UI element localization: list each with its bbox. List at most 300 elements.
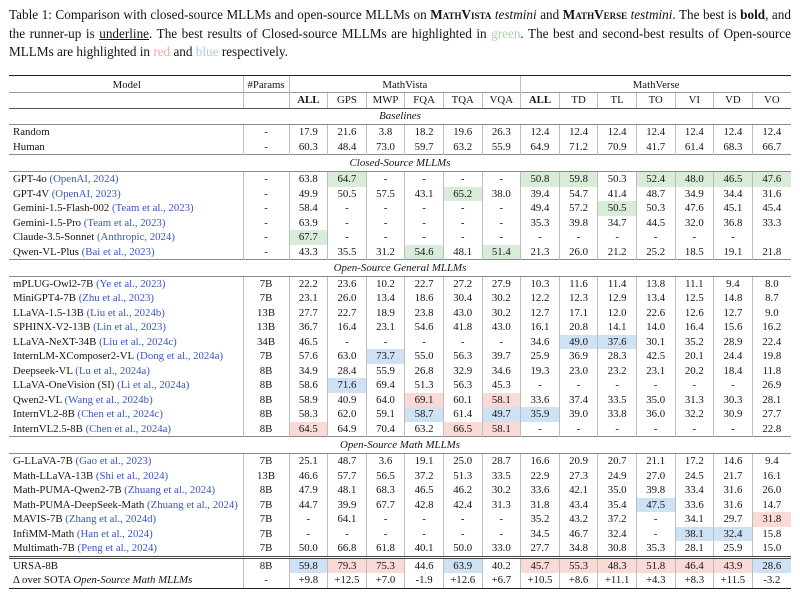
citation-link[interactable]: (Li et al., 2024a): [114, 379, 190, 392]
score-cell: 21.7: [714, 469, 753, 484]
score-cell: +10.5: [521, 573, 560, 588]
score-cell: 70.9: [598, 140, 637, 155]
score-cell: -: [636, 512, 675, 527]
score-cell: 41.8: [443, 320, 482, 335]
model-cell: [9, 216, 243, 231]
score-cell: 39.7: [482, 349, 521, 364]
score-cell: 42.4: [443, 498, 482, 513]
score-cell: 19.1: [714, 245, 753, 260]
score-cell: 49.9: [289, 187, 328, 202]
score-cell: 43.1: [405, 187, 444, 202]
caption-segment: underline: [99, 25, 150, 41]
score-cell: 8.7: [752, 291, 791, 306]
caption-segment: red: [153, 44, 171, 60]
score-cell: -: [714, 378, 753, 393]
score-cell: -: [328, 335, 367, 350]
score-cell: -: [328, 230, 367, 245]
score-cell: 9.0: [752, 306, 791, 321]
score-cell: 66.7: [752, 140, 791, 155]
score-cell: 13.8: [636, 276, 675, 291]
score-cell: 33.8: [598, 407, 637, 422]
score-cell: -: [443, 201, 482, 216]
params-cell: -: [243, 216, 289, 231]
score-cell: 39.8: [636, 483, 675, 498]
model-cell: [9, 378, 243, 393]
score-cell: -: [598, 422, 637, 437]
score-cell: 63.9: [289, 216, 328, 231]
score-cell: -: [443, 512, 482, 527]
citation-link[interactable]: (Peng et al., 2024): [74, 542, 157, 555]
score-cell: 18.4: [714, 364, 753, 379]
score-cell: 19.6: [443, 125, 482, 140]
score-cell: 46.5: [289, 335, 328, 350]
score-cell: -: [675, 230, 714, 245]
model-cell: [9, 541, 243, 557]
score-cell: -: [405, 512, 444, 527]
score-cell: 27.9: [482, 276, 521, 291]
params-cell: 7B: [243, 349, 289, 364]
model-name: Math-PUMA-DeepSeek-Math: [13, 498, 145, 511]
table-row: [9, 125, 791, 140]
score-cell: 48.0: [675, 172, 714, 187]
score-cell: 16.4: [328, 320, 367, 335]
score-cell: 12.6: [675, 306, 714, 321]
score-cell: 63.2: [405, 422, 444, 437]
citation-link[interactable]: (Han et al., 2024): [74, 527, 153, 540]
score-cell: 27.7: [289, 306, 328, 321]
score-cell: 58.7: [405, 407, 444, 422]
score-cell: 11.8: [752, 364, 791, 379]
params-cell: 13B: [243, 469, 289, 484]
params-cell: -: [243, 140, 289, 155]
params-cell: 7B: [243, 527, 289, 542]
score-cell: 33.5: [598, 393, 637, 408]
score-cell: 48.7: [636, 187, 675, 202]
score-cell: 70.4: [366, 422, 405, 437]
table-row: [9, 469, 791, 484]
col-header-fqa-vista: FQA: [405, 93, 444, 109]
model-name: InternVL2-8B: [13, 408, 75, 421]
citation-link[interactable]: (Bai et al., 2023): [78, 245, 155, 258]
model-cell: [9, 125, 243, 140]
score-cell: -: [482, 172, 521, 187]
model-cell: [9, 407, 243, 422]
params-cell: 7B: [243, 454, 289, 469]
table-row: [9, 230, 791, 245]
model-cell: [9, 230, 243, 245]
score-cell: 32.4: [714, 527, 753, 542]
citation-link[interactable]: (Dong et al., 2024a): [133, 350, 224, 363]
model-name: Qwen-VL-Plus: [13, 245, 79, 258]
model-cell: [9, 291, 243, 306]
score-cell: 24.4: [714, 349, 753, 364]
score-cell: 23.8: [405, 306, 444, 321]
score-cell: 26.8: [405, 364, 444, 379]
score-cell: 26.9: [752, 378, 791, 393]
params-cell: -: [243, 172, 289, 187]
score-cell: +8.3: [675, 573, 714, 588]
score-cell: -: [405, 335, 444, 350]
score-cell: 66.8: [328, 541, 367, 557]
params-cell: -: [243, 125, 289, 140]
score-cell: 34.6: [521, 335, 560, 350]
score-cell: +6.7: [482, 573, 521, 588]
score-cell: 61.8: [366, 541, 405, 557]
model-cell: [9, 306, 243, 321]
score-cell: 75.3: [366, 557, 405, 573]
score-cell: 73.7: [366, 349, 405, 364]
score-cell: 27.7: [752, 407, 791, 422]
col-header-to-verse: TO: [636, 93, 675, 109]
score-cell: 45.3: [482, 378, 521, 393]
score-cell: 38.0: [482, 187, 521, 202]
score-cell: 15.6: [714, 320, 753, 335]
score-cell: 46.4: [675, 557, 714, 573]
score-cell: 71.2: [559, 140, 598, 155]
score-cell: 23.1: [636, 364, 675, 379]
score-cell: 63.0: [328, 349, 367, 364]
score-cell: 12.4: [714, 125, 753, 140]
params-cell: -: [243, 573, 289, 588]
section-label: Closed-Source MLLMs: [9, 155, 791, 172]
score-cell: 16.6: [521, 454, 560, 469]
table-row: [9, 541, 791, 557]
score-cell: 55.9: [366, 364, 405, 379]
score-cell: -: [598, 230, 637, 245]
score-cell: 39.0: [559, 407, 598, 422]
score-cell: 55.0: [405, 349, 444, 364]
table-row: [9, 364, 791, 379]
score-cell: 14.6: [714, 454, 753, 469]
score-cell: 30.1: [636, 335, 675, 350]
score-cell: 3.8: [366, 125, 405, 140]
score-cell: 44.7: [289, 498, 328, 513]
table-row: [9, 483, 791, 498]
caption-segment: and: [170, 44, 196, 60]
score-cell: 11.1: [675, 276, 714, 291]
score-cell: 58.6: [289, 378, 328, 393]
score-cell: 35.2: [675, 335, 714, 350]
section-header-row: [9, 155, 791, 172]
params-cell: 7B: [243, 512, 289, 527]
score-cell: 28.1: [752, 393, 791, 408]
score-cell: 64.5: [289, 422, 328, 437]
model-name: Human: [13, 140, 45, 153]
model-name: InfiMM-Math: [13, 527, 75, 540]
model-cell: [9, 573, 243, 588]
score-cell: 69.4: [366, 378, 405, 393]
score-cell: 46.7: [559, 527, 598, 542]
score-cell: -: [289, 527, 328, 542]
score-cell: -: [482, 335, 521, 350]
score-cell: +8.6: [559, 573, 598, 588]
model-cell: [9, 454, 243, 469]
score-cell: 27.7: [521, 541, 560, 557]
section-label: Open-Source Math MLLMs: [9, 437, 791, 454]
caption-segment: MathVerse: [562, 7, 628, 22]
model-name: LLaVA-OneVision (SI): [13, 379, 115, 392]
table-row: [9, 201, 791, 216]
score-cell: -1.9: [405, 573, 444, 588]
score-cell: 67.7: [366, 498, 405, 513]
score-cell: 46.5: [405, 483, 444, 498]
score-cell: 22.7: [405, 276, 444, 291]
score-cell: 25.9: [521, 349, 560, 364]
params-cell: 7B: [243, 498, 289, 513]
citation-link[interactable]: (Anthropic, 2024): [94, 231, 175, 244]
table-row: [9, 393, 791, 408]
subheader-spacer: [243, 93, 289, 109]
score-cell: 23.0: [559, 364, 598, 379]
citation-link[interactable]: (Shi et al., 2024): [93, 469, 169, 482]
model-cell: [9, 335, 243, 350]
score-cell: 11.4: [598, 276, 637, 291]
score-cell: 17.1: [559, 306, 598, 321]
score-cell: +12.6: [443, 573, 482, 588]
score-cell: 37.6: [598, 335, 637, 350]
score-cell: -: [482, 230, 521, 245]
col-header-tl-verse: TL: [598, 93, 637, 109]
score-cell: 47.6: [752, 172, 791, 187]
caption-segment: testmini: [491, 7, 537, 22]
score-cell: 67.7: [289, 230, 328, 245]
score-cell: 37.4: [559, 393, 598, 408]
citation-link[interactable]: (Lin et al., 2023): [90, 321, 166, 334]
score-cell: -: [405, 172, 444, 187]
citation-link[interactable]: (Liu et al., 2024b): [83, 306, 165, 319]
score-cell: 45.1: [714, 201, 753, 216]
citation-link[interactable]: (Team et al., 2023): [81, 216, 166, 229]
model-cell: [9, 201, 243, 216]
model-cell: [9, 140, 243, 155]
model-name: LLaVA-NeXT-34B: [13, 335, 97, 348]
score-cell: 22.6: [636, 306, 675, 321]
score-cell: 30.2: [482, 483, 521, 498]
model-cell: [9, 320, 243, 335]
table-row: [9, 320, 791, 335]
score-cell: 31.6: [714, 498, 753, 513]
citation-link[interactable]: (Zhuang et al., 2024): [144, 498, 238, 511]
citation-link[interactable]: (Zhang et al., 2024d): [62, 513, 157, 526]
score-cell: 26.3: [482, 125, 521, 140]
score-cell: 26.0: [752, 483, 791, 498]
score-cell: 12.4: [675, 125, 714, 140]
citation-link[interactable]: (Chen et al., 2024c): [74, 408, 163, 421]
score-cell: 33.0: [482, 541, 521, 557]
score-cell: 43.3: [289, 245, 328, 260]
score-cell: 50.8: [521, 172, 560, 187]
score-cell: 28.3: [598, 349, 637, 364]
score-cell: 18.6: [405, 291, 444, 306]
caption-segment: . The best is: [672, 7, 741, 22]
score-cell: -: [675, 422, 714, 437]
score-cell: 31.3: [675, 393, 714, 408]
score-cell: 51.8: [636, 557, 675, 573]
params-cell: 13B: [243, 320, 289, 335]
score-cell: -: [598, 378, 637, 393]
score-cell: 22.4: [752, 335, 791, 350]
score-cell: 47.6: [675, 201, 714, 216]
caption-segment: Table 1: Comparison with closed-source MLLMs and open-source MLLMs on: [9, 7, 431, 22]
score-cell: 16.1: [521, 320, 560, 335]
score-cell: -: [366, 527, 405, 542]
table-row: [9, 140, 791, 155]
params-cell: 34B: [243, 335, 289, 350]
score-cell: 49.4: [521, 201, 560, 216]
model-cell: [9, 422, 243, 437]
score-cell: 22.8: [752, 422, 791, 437]
score-cell: 59.7: [405, 140, 444, 155]
score-cell: 33.5: [482, 469, 521, 484]
col-header-td-verse: TD: [559, 93, 598, 109]
score-cell: 21.8: [752, 245, 791, 260]
score-cell: 52.4: [636, 172, 675, 187]
model-name: G-LLaVA-7B: [13, 455, 73, 468]
citation-link[interactable]: (Zhu et al., 2023): [76, 292, 154, 305]
params-cell: 8B: [243, 393, 289, 408]
citation-link[interactable]: (Gao et al., 2023): [72, 455, 152, 468]
score-cell: -: [559, 378, 598, 393]
subheader-spacer: [9, 93, 243, 109]
citation-link[interactable]: (OpenAI, 2024): [46, 173, 119, 186]
score-cell: 57.7: [328, 469, 367, 484]
score-cell: 29.7: [714, 512, 753, 527]
score-cell: 49.0: [559, 335, 598, 350]
score-cell: 33.6: [521, 393, 560, 408]
model-cell: [9, 245, 243, 260]
model-cell: [9, 483, 243, 498]
score-cell: -: [405, 527, 444, 542]
score-cell: -: [714, 230, 753, 245]
score-cell: 10.2: [366, 276, 405, 291]
score-cell: 55.3: [559, 557, 598, 573]
score-cell: 16.4: [675, 320, 714, 335]
score-cell: 64.9: [521, 140, 560, 155]
params-cell: 8B: [243, 422, 289, 437]
score-cell: 42.5: [636, 349, 675, 364]
score-cell: 63.9: [443, 557, 482, 573]
score-cell: 31.2: [366, 245, 405, 260]
caption-segment: , and the runner-up is: [9, 7, 791, 41]
score-cell: 55.9: [482, 140, 521, 155]
score-cell: 28.9: [714, 335, 753, 350]
score-cell: -: [289, 512, 328, 527]
citation-link[interactable]: (Chen et al., 2024a): [82, 422, 172, 435]
table-row: [9, 291, 791, 306]
table-row: [9, 527, 791, 542]
score-cell: 28.1: [675, 541, 714, 557]
score-cell: 21.6: [328, 125, 367, 140]
score-cell: 56.3: [443, 349, 482, 364]
score-cell: 34.4: [714, 187, 753, 202]
score-cell: 18.2: [405, 125, 444, 140]
model-cell: [9, 498, 243, 513]
score-cell: 13.4: [366, 291, 405, 306]
score-cell: 17.2: [675, 454, 714, 469]
score-cell: 54.6: [405, 245, 444, 260]
score-cell: 16.1: [752, 469, 791, 484]
table-row: [9, 512, 791, 527]
citation-link[interactable]: (Lu et al., 2024a): [72, 364, 150, 377]
model-name: Multimath-7B: [13, 542, 75, 555]
model-cell: [9, 172, 243, 187]
caption-segment: green: [491, 25, 521, 41]
model-cell: [9, 187, 243, 202]
table-row: [9, 245, 791, 260]
score-cell: 33.3: [752, 216, 791, 231]
group-header-row: [9, 76, 791, 93]
score-cell: 45.7: [521, 557, 560, 573]
score-cell: 64.9: [328, 422, 367, 437]
model-name: MAVIS-7B: [13, 513, 63, 526]
score-cell: 12.0: [598, 306, 637, 321]
score-cell: -: [366, 172, 405, 187]
score-cell: 56.3: [443, 378, 482, 393]
score-cell: -: [366, 230, 405, 245]
score-cell: 64.1: [328, 512, 367, 527]
score-cell: 48.7: [328, 454, 367, 469]
table-row: [9, 349, 791, 364]
score-cell: 20.7: [598, 454, 637, 469]
score-cell: 39.8: [559, 216, 598, 231]
score-cell: 27.0: [636, 469, 675, 484]
score-cell: 31.8: [752, 512, 791, 527]
citation-link[interactable]: (Liu et al., 2024c): [96, 335, 177, 348]
score-cell: 23.6: [328, 276, 367, 291]
model-cell: [9, 512, 243, 527]
score-cell: 24.5: [675, 469, 714, 484]
params-cell: 8B: [243, 364, 289, 379]
score-cell: 15.8: [752, 527, 791, 542]
citation-link[interactable]: (Zhuang et al., 2024): [121, 484, 216, 497]
score-cell: 50.0: [289, 541, 328, 557]
score-cell: 41.4: [598, 187, 637, 202]
score-cell: 9.4: [714, 276, 753, 291]
score-cell: 41.7: [636, 140, 675, 155]
score-cell: -: [366, 335, 405, 350]
score-cell: 35.4: [598, 498, 637, 513]
score-cell: 44.5: [636, 216, 675, 231]
citation-link[interactable]: (OpenAI, 2023): [49, 187, 121, 200]
score-cell: 49.7: [482, 407, 521, 422]
score-cell: 50.5: [598, 201, 637, 216]
citation-link[interactable]: (Wang et al., 2024b): [61, 393, 153, 406]
citation-link[interactable]: (Ye et al., 2023): [93, 277, 166, 290]
score-cell: -: [366, 512, 405, 527]
section-header-row: [9, 260, 791, 277]
score-cell: 18.5: [675, 245, 714, 260]
score-cell: 35.3: [636, 541, 675, 557]
citation-link[interactable]: (Team et al., 2023): [109, 202, 194, 215]
params-cell: 13B: [243, 306, 289, 321]
table-row: [9, 454, 791, 469]
score-cell: -: [482, 512, 521, 527]
caption-segment: . The best results of Closed-source MLLMs are highlighted in: [149, 25, 492, 41]
params-cell: 8B: [243, 557, 289, 573]
score-cell: 30.2: [482, 291, 521, 306]
score-cell: 43.2: [559, 512, 598, 527]
score-cell: -: [559, 422, 598, 437]
params-cell: -: [243, 187, 289, 202]
score-cell: 64.0: [366, 393, 405, 408]
score-cell: 50.0: [443, 541, 482, 557]
model-name: Claude-3.5-Sonnet: [13, 231, 95, 244]
score-cell: 20.1: [675, 349, 714, 364]
score-cell: +11.1: [598, 573, 637, 588]
score-cell: 14.1: [598, 320, 637, 335]
score-cell: 50.5: [328, 187, 367, 202]
score-cell: 39.4: [521, 187, 560, 202]
